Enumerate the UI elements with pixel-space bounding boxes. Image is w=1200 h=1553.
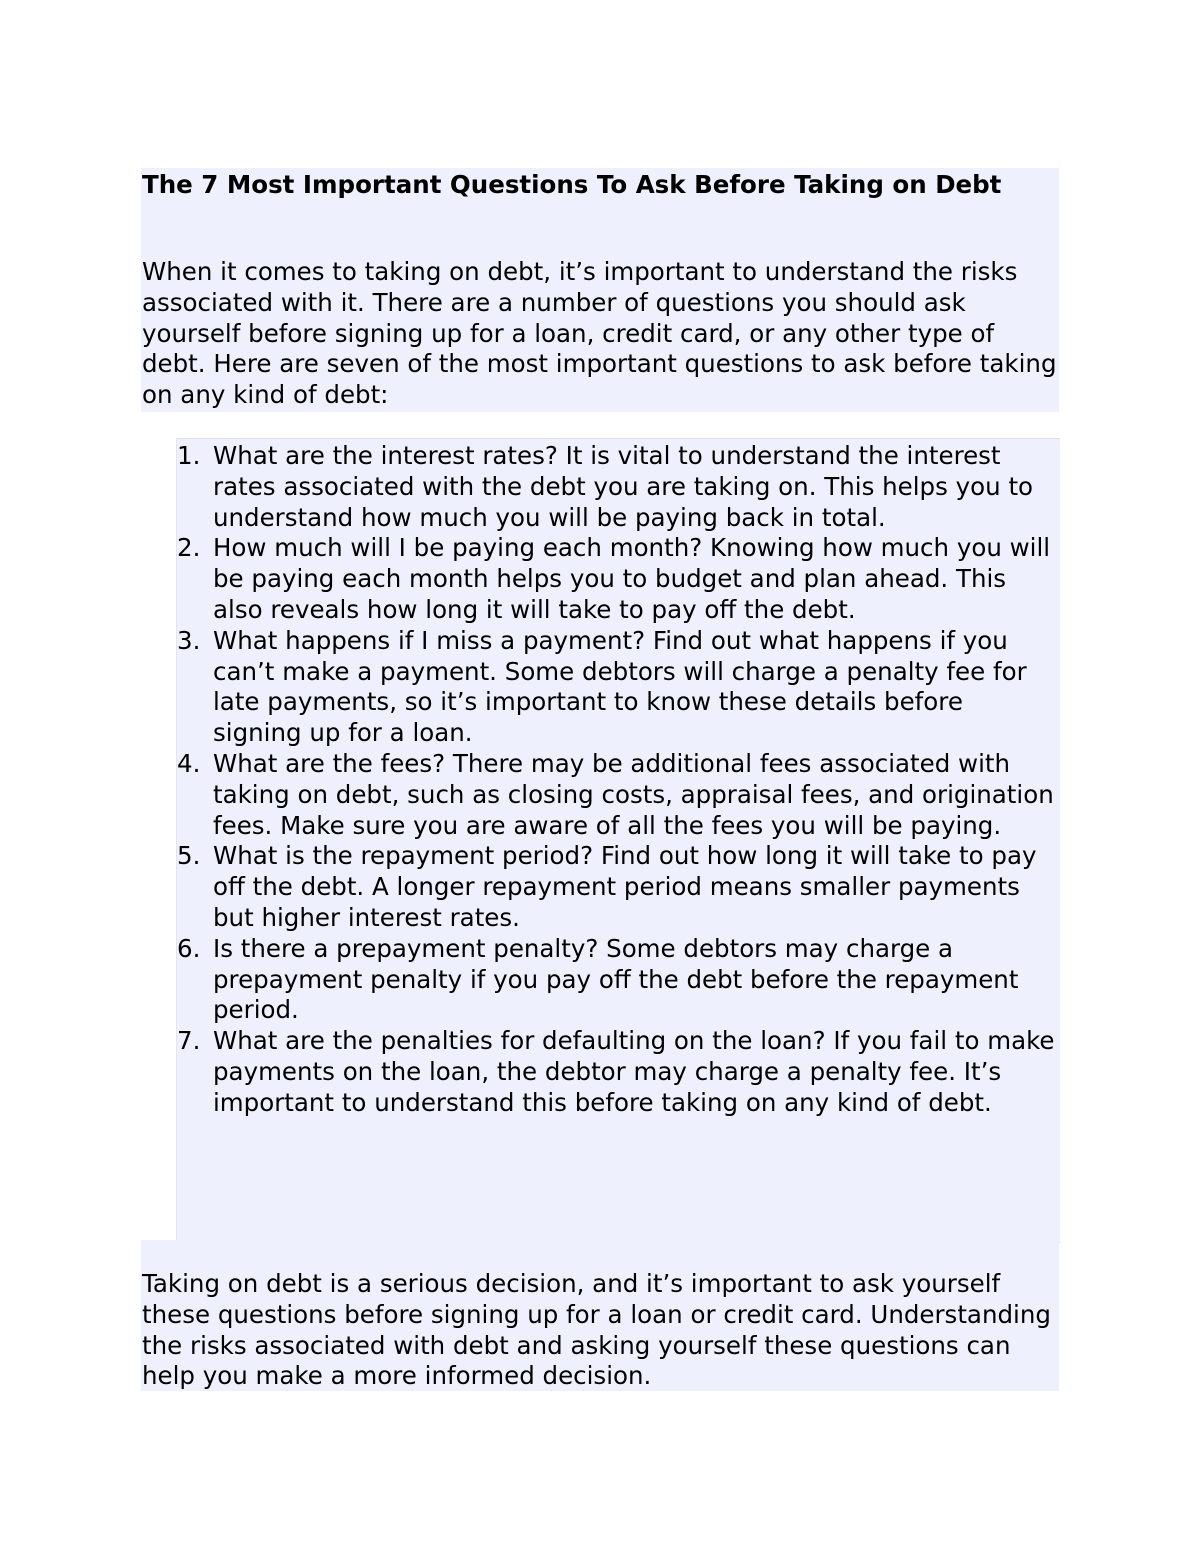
list-item: [177, 749, 1057, 841]
list-item: [177, 626, 1057, 749]
list-item-number: 6.: [177, 933, 201, 963]
list-item-text: What are the fees? There may be additional fees associated with taking on debt, such as closing costs, appraisal fees, and origination fees. Make sure you are aware of all the fees you will be paying.: [213, 748, 1054, 840]
list-item: [177, 841, 1057, 933]
list-item-number: 3.: [177, 625, 201, 655]
list-item: [177, 533, 1057, 625]
conclusion-section: [141, 1240, 1059, 1391]
list-item-number: 4.: [177, 748, 201, 778]
list-item-text: What happens if I miss a payment? Find out what happens if you can’t make a payment. Some debtors will charge a penalty fee for late payments, so it’s important to know these details before signing up for a loan.: [213, 625, 1027, 748]
list-item: [177, 934, 1057, 1026]
list-item-text: How much will I be paying each month? Knowing how much you will be paying each month helps you to budget and plan ahead. This also reveals how long it will take to pay off the debt.: [213, 533, 1051, 624]
list-item-number: 7.: [177, 1026, 201, 1056]
intro-section: [141, 168, 1059, 412]
questions-list: [177, 441, 1057, 1119]
list-item-text: What are the penalties for defaulting on the loan? If you fail to make payments on the loan, the debtor may charge a penalty fee. It’s important to understand this before taking on any kind of debt.: [213, 1026, 1055, 1117]
list-item-text: What are the interest rates? It is vital to understand the interest rates associated with the debt you are taking on. This helps you to understand how much you will be paying back in total.: [213, 441, 1034, 532]
conclusion-paragraph: Taking on debt is a serious decision, and it’s important to ask yourself these questions before signing up for a loan or credit card. Understanding the risks associated with debt and asking yourself these questions can help you make a more informed decision.: [142, 1269, 1051, 1391]
list-item-number: 1.: [177, 441, 201, 470]
intro-paragraph: When it comes to taking on debt, it’s important to understand the risks associated with it. There are a number of questions you should ask yourself before signing up for a loan, credit card, or any other type of debt. Here are seven of the most important questions to ask before taking on any kind of debt:: [142, 257, 1057, 410]
list-item-number: 5.: [177, 841, 201, 871]
list-item: [177, 1026, 1057, 1118]
list-item-text: Is there a prepayment penalty? Some debtors may charge a prepayment penalty if you pay off the debt before the repayment period.: [213, 933, 1019, 1025]
list-item-text: What is the repayment period? Find out how long it will take to pay off the debt. A longer repayment period means smaller payments but higher interest rates.: [213, 841, 1037, 932]
list-item: [177, 441, 1057, 533]
questions-section: [176, 438, 1060, 1243]
list-item-number: 2.: [177, 533, 201, 563]
document-title: The 7 Most Important Questions To Ask Before Taking on Debt: [142, 170, 1002, 199]
